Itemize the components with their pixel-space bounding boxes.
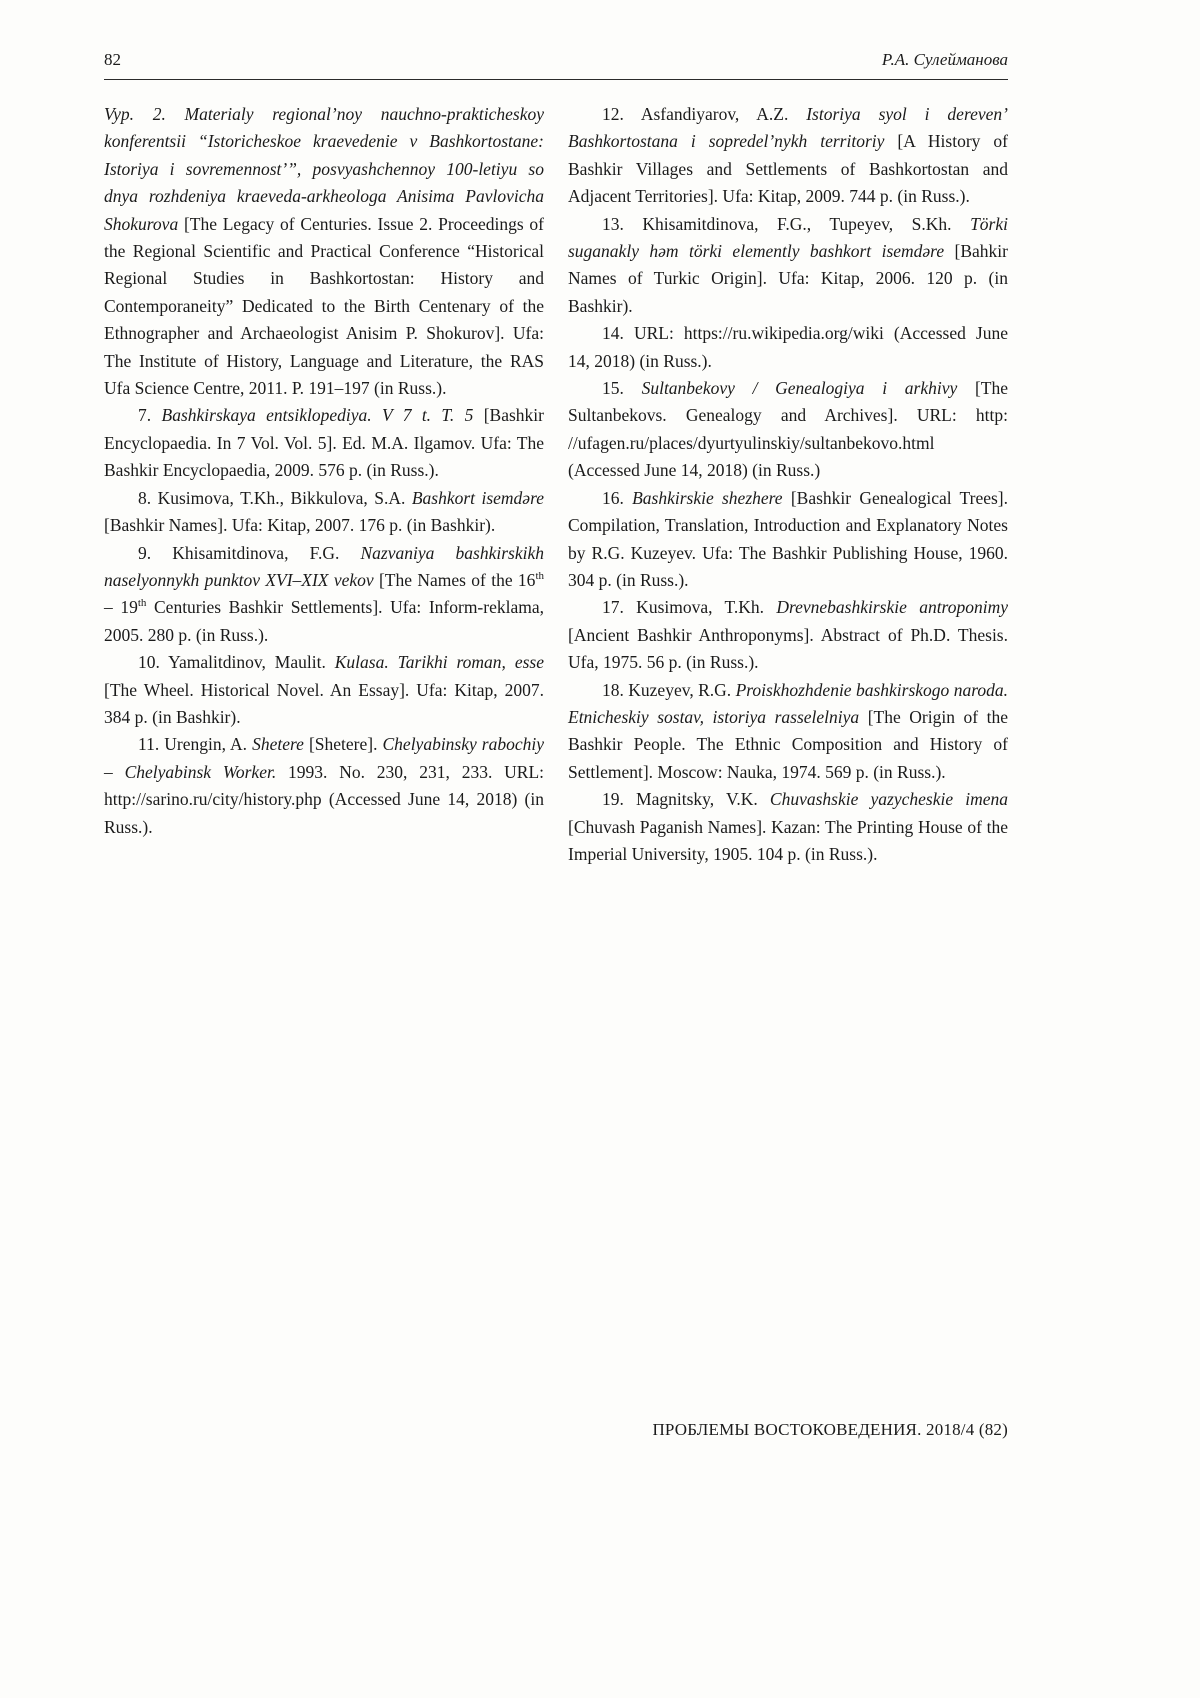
reference-text-segment: 12. Asfandiyarov, A.Z. bbox=[602, 104, 807, 124]
reference-title-segment: Sultanbekovy / Genealogiya i arkhivy bbox=[641, 378, 975, 399]
reference-entry bbox=[568, 320, 1008, 375]
reference-text-segment: 9. Khisamitdinova, F.G. bbox=[138, 542, 361, 563]
reference-title-segment: Istoriya syol i dereven’ Bashkortostana i sopredel’nykh territoriy bbox=[568, 104, 1008, 152]
reference-text-segment: 11. Urengin, A. bbox=[138, 734, 253, 755]
reference-entry bbox=[568, 375, 1008, 485]
reference-title-segment: Bashkirskaya entsiklopediya. V 7 t. T. 5 bbox=[161, 405, 484, 426]
reference-title-segment: Drevnebashkirskie antroponimy bbox=[776, 597, 1008, 618]
reference-text-segment: [A History of Bashkir Villages and Settlements of Bashkortostan and Adjacent Territories]. Ufa: Kitap, 2009. 744 p. (in Russ.). bbox=[568, 131, 1008, 207]
reference-text-segment: 16. bbox=[602, 487, 633, 508]
reference-title-segment: Törki suganakly həm törki elemently bashkort isemdəre bbox=[568, 213, 1008, 262]
journal-line: ПРОБЛЕМЫ ВОСТОКОВЕДЕНИЯ. 2018/4 (82) bbox=[652, 1420, 1008, 1439]
reference-entry bbox=[104, 402, 544, 484]
reference-entry bbox=[104, 540, 544, 650]
reference-entry bbox=[568, 211, 1008, 321]
reference-text-segment: 10. Yamalitdinov, Maulit. bbox=[138, 652, 335, 673]
references-left-column bbox=[104, 101, 544, 868]
reference-entry bbox=[568, 677, 1008, 787]
reference-text-segment: [The Names of the 16 bbox=[378, 569, 536, 590]
reference-title-segment: Vyp. 2. Materialy regional’noy nauchno-prakticheskoy konferentsii “Istoricheskoe kraevedenie v Bashkortostane: Istoriya i sovremennost’”, posvyashchennoy 100-letiyu so dnya rozhdeniya kraeveda-arkheologa Anisima Pavlovicha Shokurova bbox=[104, 104, 544, 234]
reference-title-segment: Chelyabinsky rabochiy – Chelyabinsk Worker. bbox=[104, 734, 545, 782]
reference-text-segment: [The Legacy of Centuries. Issue 2. Proceedings of the Regional Scientific and Practical Conference “Historical Regional Studies in Bashkortostan: History and Contemporaneity” Dedicated to the Birth Centenary of the Ethnographer and Archaeologist Anisim P. Shokurov]. Ufa: The Institute of History, Language and Literature, the RAS Ufa Science Centre, 2011. P. 191–197 (in Russ.). bbox=[104, 213, 544, 399]
reference-text-segment: [Bashkir Names]. Ufa: Kitap, 2007. 176 p. (in Bashkir). bbox=[104, 515, 496, 536]
reference-entry bbox=[568, 594, 1008, 676]
reference-text-segment: 17. Kusimova, T.Kh. bbox=[602, 597, 777, 618]
reference-text-segment: [Chuvash Paganish Names]. Kazan: The Printing House of the Imperial University, 1905. 104 p. (in Russ.). bbox=[568, 816, 1008, 864]
reference-entry bbox=[568, 101, 1008, 211]
reference-entry bbox=[104, 101, 544, 402]
reference-text-segment: [Ancient Bashkir Anthroponyms]. Abstract of Ph.D. Thesis. Ufa, 1975. 56 p. (in Russ.). bbox=[568, 624, 1008, 673]
reference-text-segment: 8. Kusimova, T.Kh., Bikkulova, S.A. bbox=[138, 487, 412, 508]
reference-text-segment: [The Origin of the Bashkir People. The Ethnic Composition and History of Settlement]. Moscow: Nauka, 1974. 569 p. (in Russ.). bbox=[568, 706, 1008, 782]
reference-entry bbox=[568, 485, 1008, 595]
reference-text-segment: 13. Khisamitdinova, F.G., Tupeyev, S.Kh. bbox=[602, 213, 971, 234]
reference-title-segment: Bashkirskie shezhere bbox=[632, 487, 791, 508]
reference-title-segment: Proiskhozhdenie bashkirskogo naroda. Etnicheskiy sostav, istoriya rasselelniya bbox=[568, 679, 1008, 727]
reference-title-segment: Chuvashskie yazycheskie imena bbox=[769, 789, 1009, 810]
reference-text-segment: th bbox=[535, 570, 544, 583]
reference-title-segment: Nazvaniya bashkirskikh naselyonnykh punktov XVI–XIX vekov bbox=[104, 542, 544, 590]
reference-text-segment: 7. bbox=[138, 405, 162, 426]
reference-entry bbox=[568, 786, 1008, 868]
reference-text-segment: [The Sultanbekovs. Genealogy and Archives]. URL: http: //ufagen.ru/places/dyurtyulinskiy/sultanbekovo.html (Accessed June 14, 2018) (in Russ.) bbox=[568, 378, 1009, 481]
reference-entry bbox=[104, 649, 544, 731]
reference-title-segment: Shetere bbox=[252, 734, 309, 755]
page-header bbox=[104, 50, 1008, 80]
reference-text-segment: 19. Magnitsky, V.K. bbox=[602, 789, 770, 810]
running-author: Р.А. Сулейманова bbox=[881, 50, 1008, 69]
reference-text-segment: 14. URL: https://ru.wikipedia.org/wiki (Accessed June 14, 2018) (in Russ.). bbox=[568, 323, 1008, 371]
reference-text-segment: th bbox=[137, 597, 147, 610]
reference-text-segment: Centuries Bashkir Settlements]. Ufa: Inform-reklama, 2005. 280 p. (in Russ.). bbox=[104, 597, 544, 645]
reference-title-segment: Bashkort isemdәre bbox=[411, 487, 544, 508]
reference-entry bbox=[104, 485, 544, 540]
reference-text-segment: [Bashkir Genealogical Trees]. Compilation, Translation, Introduction and Explanatory Notes by R.G. Kuzeyev. Ufa: The Bashkir Publishing House, 1960. 304 p. (in Russ.). bbox=[568, 487, 1008, 590]
reference-text-segment: 1993. No. 230, 231, 233. URL: http://sarino.ru/city/history.php (Accessed June 14, 2018) (in Russ.). bbox=[104, 761, 544, 837]
references-right-column bbox=[568, 101, 1008, 868]
page-number: 82 bbox=[104, 50, 121, 69]
reference-text-segment: 15. bbox=[602, 378, 642, 399]
reference-text-segment: – 19 bbox=[104, 597, 138, 618]
reference-text-segment: [Shetere]. bbox=[308, 734, 383, 755]
reference-columns bbox=[104, 101, 1008, 868]
reference-text-segment: [Bahkir Names of Turkic Origin]. Ufa: Kitap, 2006. 120 p. (in Bashkir). bbox=[568, 241, 1008, 316]
reference-entry bbox=[104, 731, 544, 841]
reference-text-segment: [Bashkir Encyclopaedia. In 7 Vol. Vol. 5]. Ed. M.A. Ilgamov. Ufa: The Bashkir Encyclopaedia, 2009. 576 p. (in Russ.). bbox=[104, 405, 544, 481]
reference-text-segment: [The Wheel. Historical Novel. An Essay]. Ufa: Kitap, 2007. 384 p. (in Bashkir). bbox=[104, 679, 544, 727]
reference-title-segment: Kulasa. Tarikhi roman, esse bbox=[334, 652, 544, 673]
page-footer bbox=[652, 1420, 1008, 1440]
reference-text-segment: 18. Kuzeyev, R.G. bbox=[602, 679, 736, 700]
page-content bbox=[104, 50, 1008, 868]
